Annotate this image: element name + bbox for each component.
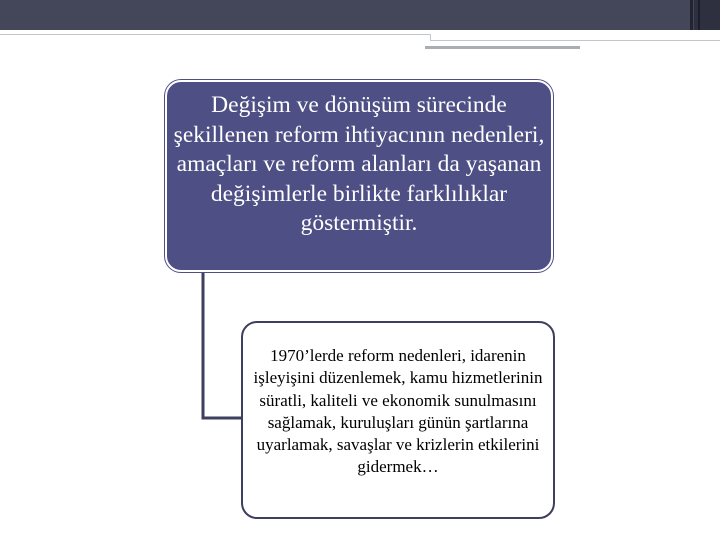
connector-elbow: [203, 272, 241, 418]
child-box: [241, 321, 555, 519]
parent-box: [165, 80, 553, 272]
child-box-text: 1970’lerde reform nedenleri, idarenin işleyişini düzenlemek, kamu hizmetlerinin süratli, kaliteli ve ekonomik sunulmasını sağlamak, kuruluşları günün şartlarına uyarlamak, savaşlar ve krizlerin etkilerini gidermek…: [253, 346, 543, 477]
parent-box-text: Değişim ve dönüşüm sürecinde şekillenen reform ihtiyacının nedenleri, amaçları ve reform alanları da yaşanan değişimlerle birlikte farklılıklar göstermiştir.: [173, 92, 545, 236]
